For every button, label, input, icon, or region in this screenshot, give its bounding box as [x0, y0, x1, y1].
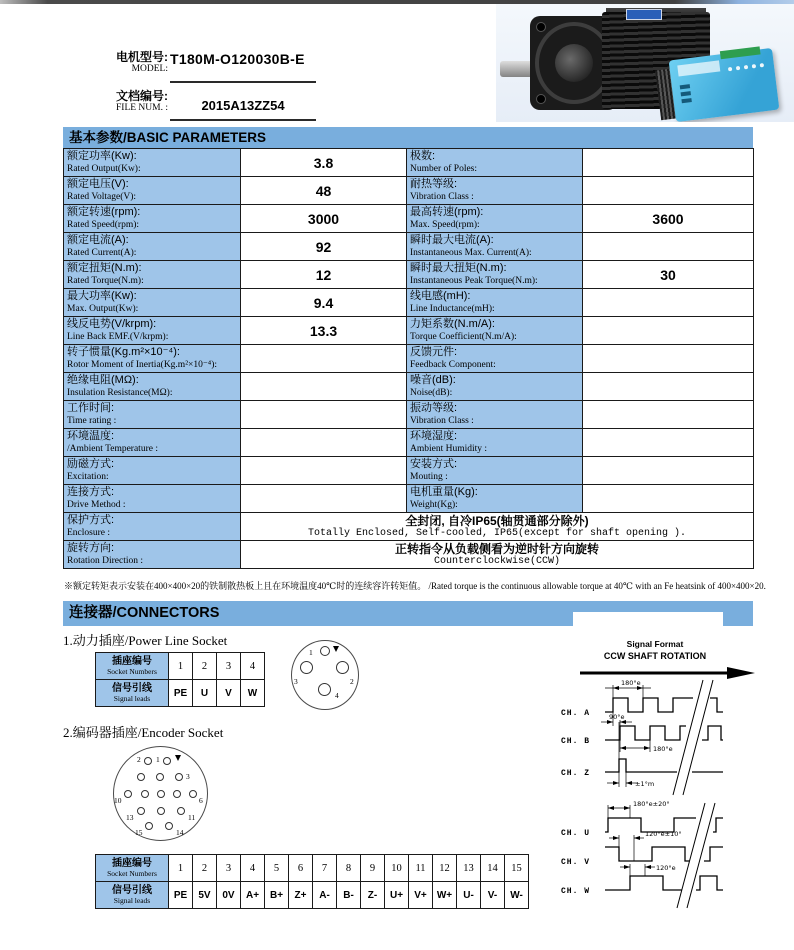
param-label: 额定电压(V): Rated Voltage(V): [64, 177, 241, 205]
param-value [583, 317, 754, 345]
param-row [64, 429, 754, 457]
param-row [64, 317, 754, 345]
pin-15 [145, 822, 153, 830]
param-value [583, 401, 754, 429]
pin-7 [173, 790, 181, 798]
param-value [583, 457, 754, 485]
param-value [583, 289, 754, 317]
pin-6 [189, 790, 197, 798]
pin-3 [300, 661, 313, 674]
power-connector-diagram: 1 3 2 4 [291, 640, 359, 710]
param-row [64, 233, 754, 261]
param-label: 额定电流(A): Rated Current(A): [64, 233, 241, 261]
param-value: 30 [583, 261, 754, 289]
param-value [241, 457, 407, 485]
led-dot [736, 66, 740, 70]
signal-leads-row: 信号引线 Signal leads PE U V W [96, 680, 265, 707]
param-value [583, 149, 754, 177]
param-label: 绝缘电阻(MΩ): Insulation Resistance(MΩ): [64, 373, 241, 401]
pin-10 [124, 790, 132, 798]
param-row [64, 289, 754, 317]
controller-box [669, 48, 780, 122]
led-dot [752, 64, 756, 68]
param-row [64, 401, 754, 429]
file-num-row [110, 89, 370, 121]
waveform-ch-b [605, 726, 686, 740]
param-row [64, 177, 754, 205]
param-value [583, 429, 754, 457]
signal-leads-row: 信号引线 Signal leads PE 5V 0V A+ B+ Z+ A- B- Z- U+ V+ W+ U- V- W- [96, 882, 529, 909]
socket-numbers-row: 插座编号 Socket Numbers 1 2 3 4 5 6 7 8 9 10 11 12 13 14 15 [96, 855, 529, 882]
param-label: 线电感(mH): Line Inductance(mH): [407, 289, 583, 317]
row-header: 信号引线 Signal leads [96, 882, 169, 909]
break-mark-upper [673, 680, 713, 795]
vent-slot [681, 98, 691, 103]
encoder-connector-diagram: 2 1 3 10 6 13 11 15 14 [113, 746, 208, 841]
pin-11 [177, 807, 185, 815]
row-header: 信号引线 Signal leads [96, 680, 169, 707]
file-num-value: 2015A13ZZ54 [170, 89, 316, 121]
param-value [241, 401, 407, 429]
motor-nameplate [626, 9, 662, 20]
encoder-socket-table [95, 854, 529, 909]
model-row [110, 50, 370, 83]
waveform-ch-w [605, 876, 684, 890]
param-label: 线反电势(V/krpm): Line Back EMF.(V/krpm): [64, 317, 241, 345]
row-header: 插座编号 Socket Numbers [96, 855, 169, 882]
param-label: 振动等级: Vibration Class : [407, 401, 583, 429]
param-value [583, 345, 754, 373]
param-value [241, 373, 407, 401]
param-label: 耐热等级: Vibration Class : [407, 177, 583, 205]
rotation-row [64, 541, 754, 569]
terminal-block [720, 46, 761, 59]
param-row [64, 457, 754, 485]
pin-13 [137, 807, 145, 815]
param-value: 9.4 [241, 289, 407, 317]
param-row [64, 149, 754, 177]
param-row [64, 261, 754, 289]
param-label: 环境温度: /Ambient Temperature : [64, 429, 241, 457]
channel-label-b: CH. B [561, 737, 591, 746]
bar-white-notch [573, 612, 723, 627]
param-row [64, 373, 754, 401]
led-dot [728, 67, 732, 71]
encoder-socket-title: 2.编码器插座/Encoder Socket [63, 725, 224, 740]
channel-label-w: CH. W [561, 887, 591, 896]
key-notch [333, 646, 339, 652]
annotation-u: 180°e±20° [633, 800, 670, 808]
waveform-ch-a [605, 698, 693, 712]
param-label: 安装方式: Mouting : [407, 457, 583, 485]
param-label: 额定转速(rpm): Rated Speed(rpm): [64, 205, 241, 233]
pin-4 [318, 683, 331, 696]
annotation-b-180: 180°e [653, 745, 673, 753]
annotation-b-90: 90°e [609, 713, 625, 721]
param-value: 3600 [583, 205, 754, 233]
product-photo [496, 4, 794, 122]
controller-label [677, 60, 720, 76]
key-notch [175, 755, 181, 761]
enclosure-value: 全封闭, 自冷IP65(轴贯通部分除外) Totally Enclosed, Self-cooled, IP65(except for shaft opening ). [241, 513, 754, 541]
bolt-hole [536, 94, 546, 104]
param-value: 12 [241, 261, 407, 289]
bolt-hole [536, 22, 546, 32]
channel-label-v: CH. V [561, 858, 591, 867]
param-row [64, 205, 754, 233]
break-mark-lower [677, 803, 715, 908]
param-label: 极数: Number of Poles: [407, 149, 583, 177]
param-value: 13.3 [241, 317, 407, 345]
channel-label-u: CH. U [561, 829, 591, 838]
param-value [241, 429, 407, 457]
param-label: 噪音(dB): Noise(dB): [407, 373, 583, 401]
annotation-w: 120°e [656, 864, 676, 872]
file-label-zh: 文档编号: [116, 89, 168, 103]
basic-parameters-table [63, 148, 754, 569]
param-value: 92 [241, 233, 407, 261]
param-label: 旋转方向: Rotation Direction : [64, 541, 241, 569]
annotation-a-180: 180°e [621, 679, 641, 687]
power-socket-table [95, 652, 265, 707]
document-header [110, 50, 370, 121]
param-label: 力矩系数(N.m/A): Torque Coefficient(N.m/A): [407, 317, 583, 345]
param-value [241, 345, 407, 373]
param-value: 3000 [241, 205, 407, 233]
channel-label-z: CH. Z [561, 769, 591, 778]
pin-2 [336, 661, 349, 674]
param-value [583, 485, 754, 513]
signal-format-diagram [555, 635, 794, 935]
param-label: 反馈元件: Feedback Component: [407, 345, 583, 373]
pin-8 [141, 790, 149, 798]
pin-1 [320, 646, 330, 656]
param-label: 额定功率(Kw): Rated Output(Kw): [64, 149, 241, 177]
model-label-en: MODEL: [131, 64, 168, 74]
pin-14 [165, 822, 173, 830]
annotation-z: ±1°m [635, 780, 655, 788]
param-value [583, 373, 754, 401]
pin-3 [175, 773, 183, 781]
pin-9 [157, 790, 165, 798]
pin-4 [137, 773, 145, 781]
rated-torque-footnote: ※额定转矩表示安装在400×400×20的铁制散热板上且在环境温度40℃时的连续容许转矩值。 /Rated torque is the continuous allowable torque at 40℃ with an Fe heatsink of 400×400×20. [64, 581, 766, 591]
annotation-v: 120°e±10° [645, 830, 682, 838]
model-value: T180M-O120030B-E [170, 50, 316, 83]
signal-title: Signal Format [626, 639, 684, 649]
param-label: 连接方式: Drive Method : [64, 485, 241, 513]
waveform-ch-z [605, 759, 677, 772]
led-dot [760, 63, 764, 67]
param-label: 电机重量(Kg): Weight(Kg): [407, 485, 583, 513]
led-dot [744, 65, 748, 69]
param-label: 保护方式: Enclosure : [64, 513, 241, 541]
rotation-value: 正转指令从负载侧看为逆时针方向旋转 Counterclockwise(CCW) [241, 541, 754, 569]
power-socket-title: 1.动力插座/Power Line Socket [63, 633, 228, 648]
vent-slot [680, 84, 690, 89]
pin-12 [157, 807, 165, 815]
param-label: 环境湿度: Ambient Humidity : [407, 429, 583, 457]
param-label: 瞬时最大扭矩(N.m): Instantaneous Peak Torque(N.m): [407, 261, 583, 289]
channel-label-a: CH. A [561, 709, 591, 718]
param-row [64, 345, 754, 373]
section-title-connectors: 连接器/CONNECTORS [63, 601, 753, 626]
enclosure-row [64, 513, 754, 541]
section-title-basic-parameters: 基本参数/BASIC PARAMETERS [63, 127, 753, 148]
vent-slot [681, 91, 691, 96]
param-label: 转子惯量(Kg.m²×10⁻⁴): Rotor Moment of Inertia(Kg.m²×10⁻⁴): [64, 345, 241, 373]
param-label: 瞬时最大电流(A): Instantaneous Max. Current(A): [407, 233, 583, 261]
model-label-zh: 电机型号: [116, 50, 168, 64]
pin-5 [156, 773, 164, 781]
param-label: 励磁方式: Excitation: [64, 457, 241, 485]
waveform-ch-v [605, 847, 691, 861]
pin-1 [163, 757, 171, 765]
param-label: 最高转速(rpm): Max. Speed(rpm): [407, 205, 583, 233]
file-label-en: FILE NUM. : [116, 103, 168, 113]
param-label: 额定扭矩(N.m): Rated Torque(N.m): [64, 261, 241, 289]
pin-2 [144, 757, 152, 765]
param-value: 48 [241, 177, 407, 205]
signal-subtitle: CCW SHAFT ROTATION [603, 651, 707, 661]
param-value: 3.8 [241, 149, 407, 177]
row-header: 插座编号 Socket Numbers [96, 653, 169, 680]
socket-numbers-row: 插座编号 Socket Numbers 1 2 3 4 [96, 653, 265, 680]
param-row [64, 485, 754, 513]
param-label: 最大功率(Kw): Max. Output(Kw): [64, 289, 241, 317]
param-value [583, 177, 754, 205]
param-label: 工作时间: Time rating : [64, 401, 241, 429]
param-value [583, 233, 754, 261]
param-value [241, 485, 407, 513]
